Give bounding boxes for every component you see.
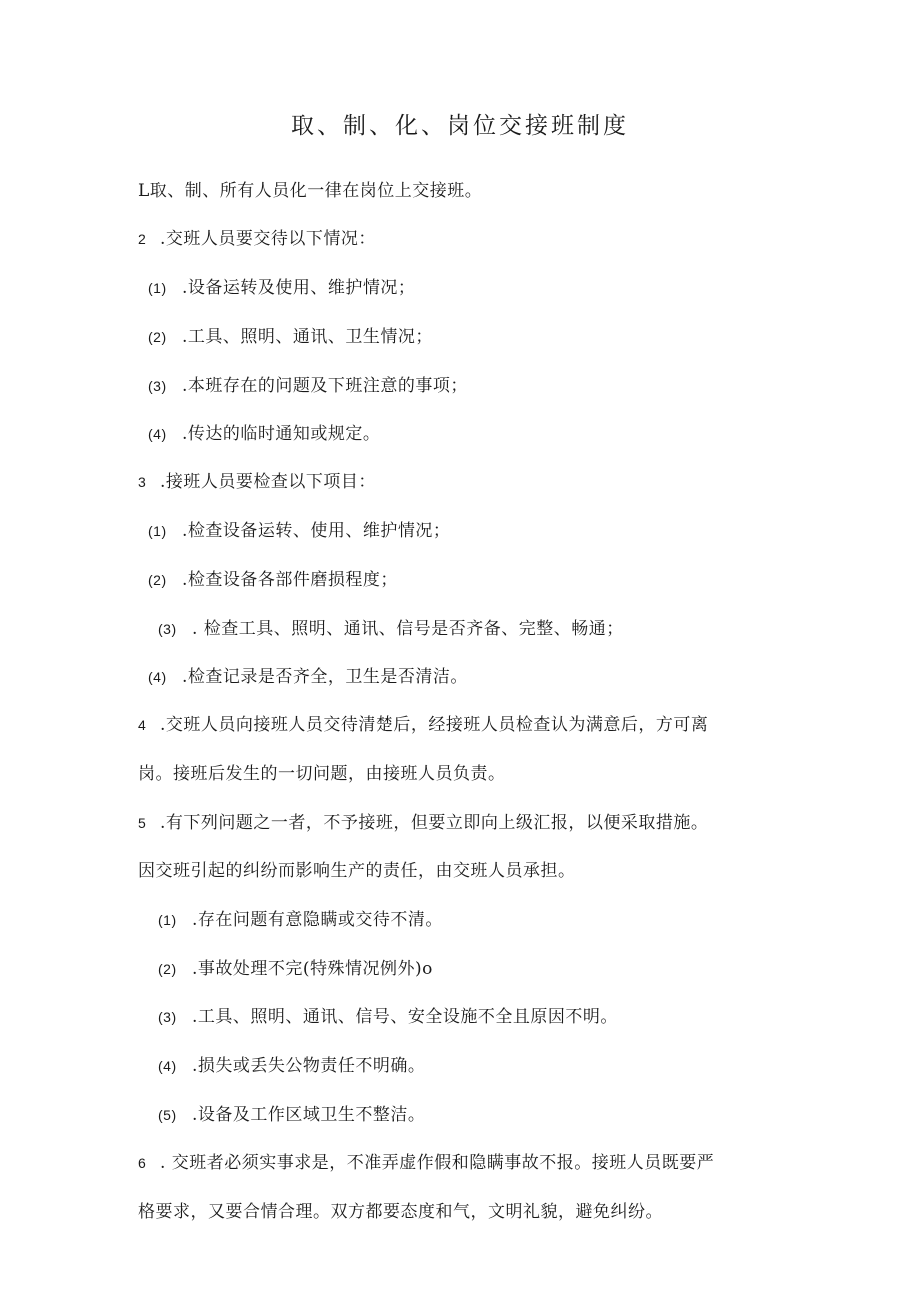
line-text: .检查记录是否齐全，卫生是否清洁。 <box>182 667 468 687</box>
line-text: .传达的临时通知或规定。 <box>182 424 381 444</box>
line-text: .接班人员要检查以下项目： <box>160 472 376 492</box>
line-text: .有下列问题之一者，不予接班，但要立即向上级汇报，以便采取措施。 <box>160 813 709 833</box>
paragraph-continuation <box>138 762 506 786</box>
item-number: 2 <box>138 231 147 247</box>
paragraph-continuation <box>138 859 576 883</box>
item-number: 5 <box>138 815 147 831</box>
sub-item-number: (2) <box>158 961 177 977</box>
document-title: 取、制、化、岗位交接班制度 <box>291 113 629 139</box>
sub-item-number: (2) <box>148 572 167 588</box>
line-text: .交班人员向接班人员交待清楚后，经接班人员检查认为满意后，方可离 <box>160 715 709 735</box>
sub-item-line <box>148 519 450 543</box>
sub-item-number: (2) <box>148 329 167 345</box>
line-text: .存在问题有意隐瞒或交待不清。 <box>192 910 443 930</box>
sub-item-number: (3) <box>158 621 177 637</box>
paragraph-line-2 <box>138 227 376 251</box>
line-text: .检查设备运转、使用、维护情况； <box>182 521 451 541</box>
item-number: 3 <box>138 474 147 490</box>
sub-item-line <box>148 276 415 300</box>
line-text: .本班存在的问题及下班注意的事项； <box>182 376 468 396</box>
sub-item-number: (1) <box>148 523 167 539</box>
sub-item-number: (3) <box>148 378 167 394</box>
line-text: .设备运转及使用、维护情况； <box>182 278 416 298</box>
sub-item-line <box>158 908 443 932</box>
sub-item-line <box>148 568 398 592</box>
line-text: .交班人员要交待以下情况： <box>160 229 376 249</box>
item-number: 6 <box>138 1155 147 1171</box>
line-text: . 交班者必须实事求是，不准弄虚作假和隐瞒事故不报。接班人员既要严 <box>160 1153 715 1173</box>
sub-item-line <box>158 1103 425 1127</box>
line-text: 因交班引起的纠纷而影响生产的责任，由交班人员承担。 <box>138 861 576 881</box>
paragraph-line-1 <box>138 179 482 203</box>
sub-item-number: (5) <box>158 1107 177 1123</box>
line-text: . 检查工具、照明、通讯、信号是否齐备、完整、畅通； <box>192 619 624 639</box>
line-text: L取、制、所有人员化一律在岗位上交接班。 <box>138 181 483 201</box>
paragraph-continuation <box>138 1200 663 1224</box>
sub-item-line <box>158 1054 425 1078</box>
line-text: .工具、照明、通讯、信号、安全设施不全且原因不明。 <box>192 1007 618 1027</box>
sub-item-number: (3) <box>158 1009 177 1025</box>
item-number: 4 <box>138 717 147 733</box>
sub-item-line <box>158 617 624 641</box>
sub-item-number: (4) <box>148 669 167 685</box>
sub-item-line <box>148 665 468 689</box>
sub-item-line <box>148 422 380 446</box>
line-text: .损失或丢失公物责任不明确。 <box>192 1056 426 1076</box>
sub-item-number: (4) <box>158 1058 177 1074</box>
sub-item-number: (1) <box>158 912 177 928</box>
line-text: .设备及工作区域卫生不整洁。 <box>192 1105 426 1125</box>
sub-item-line <box>148 325 433 349</box>
line-text: .工具、照明、通讯、卫生情况； <box>182 327 433 347</box>
paragraph-line-5 <box>138 811 708 835</box>
sub-item-line <box>148 374 468 398</box>
line-text: 岗。接班后发生的一切问题，由接班人员负责。 <box>138 764 506 784</box>
paragraph-line-6 <box>138 1151 714 1175</box>
paragraph-line-4 <box>138 713 708 737</box>
line-text: 格要求，又要合情合理。双方都要态度和气，文明礼貌，避免纠纷。 <box>138 1202 663 1222</box>
line-text: .检查设备各部件磨损程度； <box>182 570 398 590</box>
sub-item-number: (1) <box>148 280 167 296</box>
sub-item-line <box>158 957 433 981</box>
line-text: .事故处理不完(特殊情况例外)o <box>192 959 433 979</box>
paragraph-line-3 <box>138 470 376 494</box>
sub-item-line <box>158 1005 618 1029</box>
sub-item-number: (4) <box>148 426 167 442</box>
